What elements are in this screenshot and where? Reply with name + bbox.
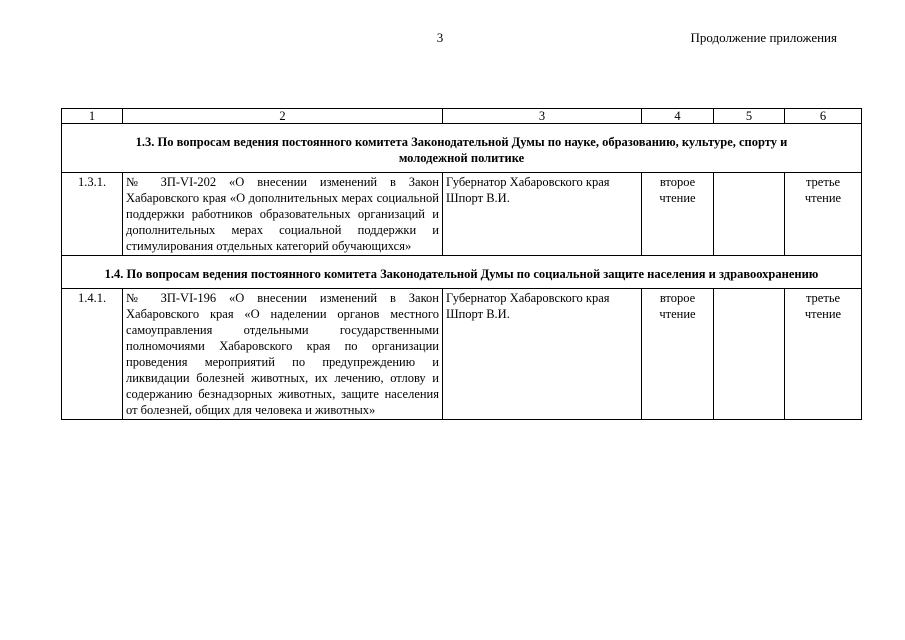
column-header-5: 5 [714, 109, 785, 124]
bill-initiator: Губернатор Хабаровского края Шпорт В.И. [443, 173, 642, 256]
bill-description: № ЗП-VI-196 «О внесении изменений в Закон Хабаровского края «О наделении органов местного самоуправления отдельными государственными полномочиями Хабаровского края по организации проведения мероприятий по предупреждению и ликвидации болезней животных, их лечению, отлову и содержанию безнадзорных животных, защите населения от болезней, общих для человека и животных» [123, 289, 443, 420]
column-5-cell [714, 289, 785, 420]
column-header-2: 2 [123, 109, 443, 124]
section-title: 1.3. По вопросам ведения постоянного комитета Законодательной Думы по науке, образованию, культуре, спорту и молодежной политике [62, 124, 862, 173]
column-5-cell [714, 173, 785, 256]
next-reading-stage: третье чтение [785, 173, 862, 256]
section-title: 1.4. По вопросам ведения постоянного комитета Законодательной Думы по социальной защите населения и здравоохранению [62, 256, 862, 289]
continuation-label: Продолжение приложения [690, 30, 837, 45]
column-header-1: 1 [62, 109, 123, 124]
bill-initiator: Губернатор Хабаровского края Шпорт В.И. [443, 289, 642, 420]
column-header-6: 6 [785, 109, 862, 124]
section-heading-row [62, 256, 862, 289]
next-reading-stage: третье чтение [785, 289, 862, 420]
reading-stage: второе чтение [642, 173, 714, 256]
column-header-3: 3 [443, 109, 642, 124]
row-number: 1.3.1. [62, 173, 123, 256]
table-row [62, 289, 862, 420]
row-number: 1.4.1. [62, 289, 123, 420]
reading-stage: второе чтение [642, 289, 714, 420]
document-table [61, 108, 862, 420]
page-number: 3 [436, 30, 444, 45]
table-row [62, 173, 862, 256]
bill-description: № ЗП-VI-202 «О внесении изменений в Закон Хабаровского края «О дополнительных мерах социальной поддержки работников образовательных организаций и дополнительных мерах социальной поддержки и стимулирования отдельных категорий обучающихся» [123, 173, 443, 256]
table-header-row [62, 109, 862, 124]
column-header-4: 4 [642, 109, 714, 124]
section-heading-row [62, 124, 862, 173]
